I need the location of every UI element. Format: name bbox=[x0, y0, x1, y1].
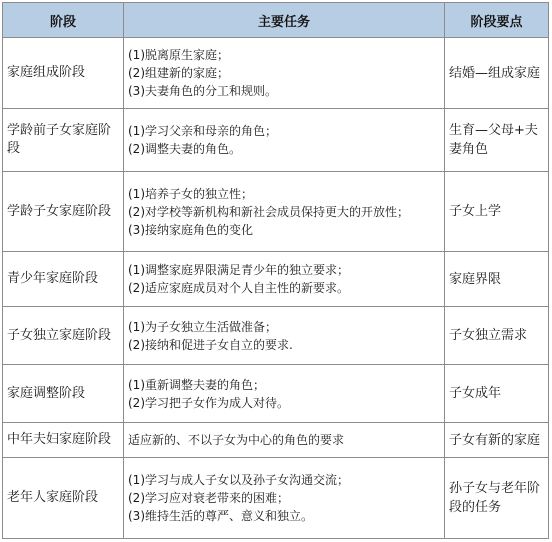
task-item: (3)维持生活的尊严、意义和独立。 bbox=[128, 509, 313, 523]
task-item: (1)学习父亲和母亲的角色； bbox=[128, 124, 277, 138]
task-item: (2)组建新的家庭； bbox=[128, 66, 229, 80]
stage-cell: 子女独立家庭阶段 bbox=[3, 307, 124, 365]
task-item: (2)适应家庭成员对个人自主性的新要求。 bbox=[128, 281, 349, 295]
header-tasks: 主要任务 bbox=[124, 3, 445, 38]
task-item: (1)为子女独立生活做准备； bbox=[128, 319, 277, 334]
header-key-point: 阶段要点 bbox=[445, 3, 549, 38]
table-row bbox=[3, 365, 549, 423]
task-item: (2)学习把子女作为成人对待。 bbox=[128, 395, 289, 410]
key-point-cell: 孙子女与老年阶段的任务 bbox=[445, 458, 549, 539]
stage-cell: 家庭组成阶段 bbox=[3, 38, 124, 109]
tasks-cell bbox=[124, 252, 445, 307]
task-item: 适应新的、不以子女为中心的角色的要求 bbox=[128, 433, 345, 447]
tasks-cell bbox=[124, 172, 445, 252]
key-point-cell: 生育—父母+夫妻角色 bbox=[445, 109, 549, 172]
key-point-cell: 子女独立需求 bbox=[445, 307, 549, 365]
tasks-cell bbox=[124, 423, 445, 458]
stage-cell: 家庭调整阶段 bbox=[3, 365, 124, 423]
task-item: (2)调整夫妻的角色。 bbox=[128, 142, 241, 156]
stage-cell: 青少年家庭阶段 bbox=[3, 252, 124, 307]
table-row bbox=[3, 252, 549, 307]
table-row bbox=[3, 38, 549, 109]
task-item: (2)接纳和促进子女自立的要求. bbox=[128, 337, 293, 352]
table-row bbox=[3, 109, 549, 172]
key-point-cell: 家庭界限 bbox=[445, 252, 549, 307]
stage-cell: 老年人家庭阶段 bbox=[3, 458, 124, 539]
stage-cell: 中年夫妇家庭阶段 bbox=[3, 423, 124, 458]
table-row bbox=[3, 307, 549, 365]
task-item: (2)学习应对衰老带来的困难； bbox=[128, 491, 289, 505]
key-point-cell: 结婚—组成家庭 bbox=[445, 38, 549, 109]
task-item: (1)重新调整夫妻的角色； bbox=[128, 377, 265, 392]
task-item: (3)接纳家庭角色的变化 bbox=[128, 222, 253, 237]
task-item: (1)学习与成人子女以及孙子女沟通交流； bbox=[128, 473, 349, 487]
header-stage: 阶段 bbox=[3, 3, 124, 38]
task-item: (2)对学校等新机构和新社会成员保持更大的开放性； bbox=[128, 204, 410, 219]
tasks-cell bbox=[124, 458, 445, 539]
key-point-cell: 子女上学 bbox=[445, 172, 549, 252]
tasks-cell bbox=[124, 109, 445, 172]
key-point-cell: 子女成年 bbox=[445, 365, 549, 423]
task-item: (1)脱离原生家庭； bbox=[128, 48, 229, 62]
tasks-cell bbox=[124, 365, 445, 423]
task-item: (1)培养子女的独立性； bbox=[128, 186, 253, 201]
stage-cell: 学龄前子女家庭阶段 bbox=[3, 109, 124, 172]
family-stage-table bbox=[2, 2, 549, 539]
task-item: (3)夫妻角色的分工和规则。 bbox=[128, 84, 277, 98]
table-header-row bbox=[3, 3, 549, 38]
table-row bbox=[3, 172, 549, 252]
key-point-cell: 子女有新的家庭 bbox=[445, 423, 549, 458]
stage-cell: 学龄子女家庭阶段 bbox=[3, 172, 124, 252]
table-row bbox=[3, 458, 549, 539]
table-row bbox=[3, 423, 549, 458]
tasks-cell bbox=[124, 307, 445, 365]
tasks-cell bbox=[124, 38, 445, 109]
task-item: (1)调整家庭界限满足青少年的独立要求； bbox=[128, 263, 349, 277]
